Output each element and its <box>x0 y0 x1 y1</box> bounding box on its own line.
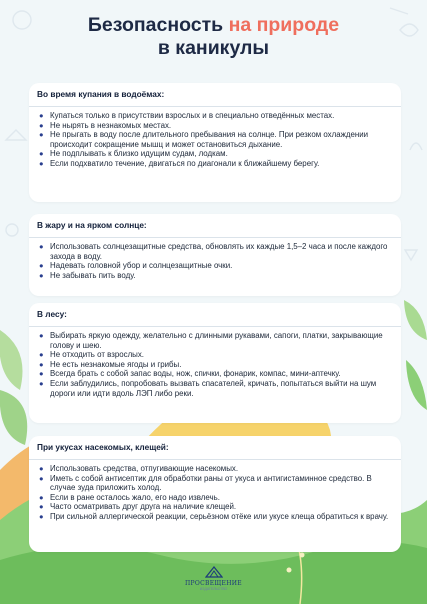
list-item <box>37 512 391 522</box>
bullet-icon: ● <box>39 359 44 369</box>
list-item <box>37 493 391 503</box>
bullet-icon: ● <box>39 350 44 360</box>
bullet-icon: ● <box>39 502 44 512</box>
card-divider <box>29 459 401 460</box>
list-item-text: Иметь с собой антисептик для обработки раны от укуса и антигистаминное средство. В случае зуда приложить холод. <box>50 473 372 493</box>
card-heading: В жару и на ярком солнце: <box>37 220 147 230</box>
bullet-icon: ● <box>39 464 44 473</box>
bullet-list <box>37 242 391 280</box>
card-heading: При укусах насекомых, клещей: <box>37 442 169 452</box>
publisher-name: ПРОСВЕЩЕНИЕ <box>185 580 242 587</box>
list-item-text: Если заблудились, попробовать вызвать спасателей, кричать, попытаться выйти на шум дороги или идти вдоль ЛЭП либо реки. <box>50 378 377 398</box>
title-accent: на природе <box>228 14 340 36</box>
list-item <box>37 331 391 350</box>
card-swimming <box>29 83 401 202</box>
card-divider <box>29 106 401 107</box>
bullet-list <box>37 464 391 522</box>
list-item-text: Если в ране осталось жало, его надо извлечь. <box>50 492 220 502</box>
list-item <box>37 130 391 149</box>
bullet-list <box>37 111 391 169</box>
bullet-icon: ● <box>39 242 44 251</box>
bullet-icon: ● <box>39 511 44 521</box>
bullet-icon: ● <box>39 331 44 340</box>
list-item <box>37 271 391 281</box>
list-item-text: Надевать головной убор и солнцезащитные очки. <box>50 261 233 271</box>
card-heading: В лесу: <box>37 309 67 319</box>
list-item <box>37 369 391 379</box>
card-heat <box>29 214 401 296</box>
bullet-icon: ● <box>39 158 44 168</box>
list-item <box>37 379 391 398</box>
list-item <box>37 474 391 493</box>
bullet-icon: ● <box>39 369 44 379</box>
bullet-icon: ● <box>39 270 44 280</box>
list-item <box>37 159 391 169</box>
list-item-text: Не прыгать в воду после длительного пребывания на солнце. При резком охлаждении происходит сокращение мышц и может остановиться дыхание. <box>50 130 369 149</box>
list-item <box>37 350 391 360</box>
list-item-text: Всегда брать с собой запас воды, нож, спички, фонарик, компас, мини-аптечку. <box>50 369 341 379</box>
list-item-text: Купаться только в присутствии взрослых и в специально отведённых местах. <box>50 111 335 120</box>
list-item-text: Если подхватило течение, двигаться по диагонали к ближайшему берегу. <box>50 158 320 168</box>
list-item <box>37 242 391 261</box>
list-item <box>37 121 391 131</box>
bullet-icon: ● <box>39 111 44 120</box>
card-divider <box>29 326 401 327</box>
list-item <box>37 502 391 512</box>
bullet-icon: ● <box>39 130 44 140</box>
list-item <box>37 149 391 159</box>
list-item-text: Выбирать яркую одежду, желательно с длинными рукавами, сапоги, платки, закрывающие голову и шею. <box>50 331 383 350</box>
list-item-text: Не нырять в незнакомых местах. <box>50 120 172 130</box>
page-title: Безопасность на природе в каникулы <box>87 14 340 59</box>
bullet-icon: ● <box>39 378 44 388</box>
list-item-text: Не подплывать к близко идущим судам, лодкам. <box>50 149 228 159</box>
list-item-text: При сильной аллергической реакции, серьёзном отёке или укусе клеща обратиться к врачу. <box>50 511 389 521</box>
list-item <box>37 261 391 271</box>
list-item-text: Использовать средства, отпугивающие насекомых. <box>50 464 239 473</box>
list-item-text: Не есть незнакомые ягоды и грибы. <box>50 359 182 369</box>
bullet-icon: ● <box>39 261 44 271</box>
bullet-icon: ● <box>39 492 44 502</box>
list-item <box>37 464 391 474</box>
publisher-logo <box>0 565 427 591</box>
card-forest <box>29 303 401 423</box>
list-item-text: Часто осматривать друг друга на наличие клещей. <box>50 502 237 512</box>
card-heading: Во время купания в водоёмах: <box>37 89 165 99</box>
card-insect-bites <box>29 436 401 552</box>
publisher-sub: ИЗДАТЕЛЬСТВО <box>199 587 228 591</box>
logo-mark-icon <box>205 565 223 579</box>
bullet-icon: ● <box>39 120 44 130</box>
card-divider <box>29 237 401 238</box>
list-item <box>37 360 391 370</box>
list-item-text: Использовать солнцезащитные средства, обновлять их каждые 1,5–2 часа и после каждого захода в воду. <box>50 242 388 261</box>
bullet-icon: ● <box>39 473 44 483</box>
bullet-list <box>37 331 391 398</box>
bullet-icon: ● <box>39 149 44 159</box>
list-item <box>37 111 391 121</box>
list-item-text: Не забывать пить воду. <box>50 270 136 280</box>
list-item-text: Не отходить от взрослых. <box>50 350 144 360</box>
